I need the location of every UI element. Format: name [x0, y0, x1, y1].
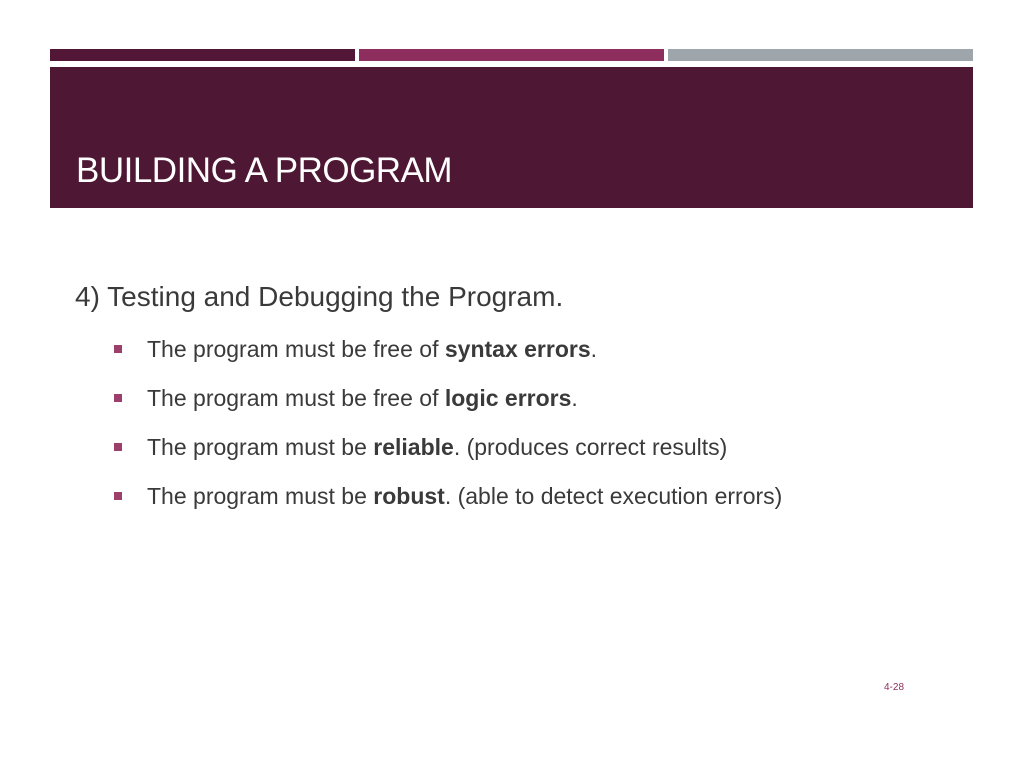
square-bullet-icon: [114, 394, 122, 402]
bullet-list: [112, 335, 782, 531]
bullet-item: [112, 335, 782, 384]
square-bullet-icon: [114, 443, 122, 451]
bullet-text: The program must be free of logic errors.: [147, 385, 578, 411]
section-heading: 4) Testing and Debugging the Program.: [75, 281, 564, 312]
bullet-item: [112, 433, 782, 482]
bullet-text: The program must be robust. (able to detect execution errors): [147, 483, 783, 509]
bold-term: logic errors: [444, 385, 572, 411]
bold-term: reliable: [373, 434, 454, 460]
bold-term: syntax errors: [444, 336, 591, 362]
bullet-item: [112, 482, 782, 531]
bullet-item: [112, 384, 782, 433]
square-bullet-icon: [114, 345, 122, 353]
bullet-text: The program must be reliable. (produces correct results): [147, 434, 728, 460]
square-bullet-icon: [114, 492, 122, 500]
bold-term: robust: [373, 483, 445, 509]
accent-bar-dark: [50, 49, 355, 61]
slide-title: BUILDING A PROGRAM: [76, 151, 453, 190]
title-band: [50, 67, 973, 208]
bullet-text: The program must be free of syntax errors.: [147, 336, 597, 362]
accent-bar-magenta: [359, 49, 664, 61]
accent-bar-gray: [668, 49, 973, 61]
page-number: 4-28: [884, 682, 905, 693]
